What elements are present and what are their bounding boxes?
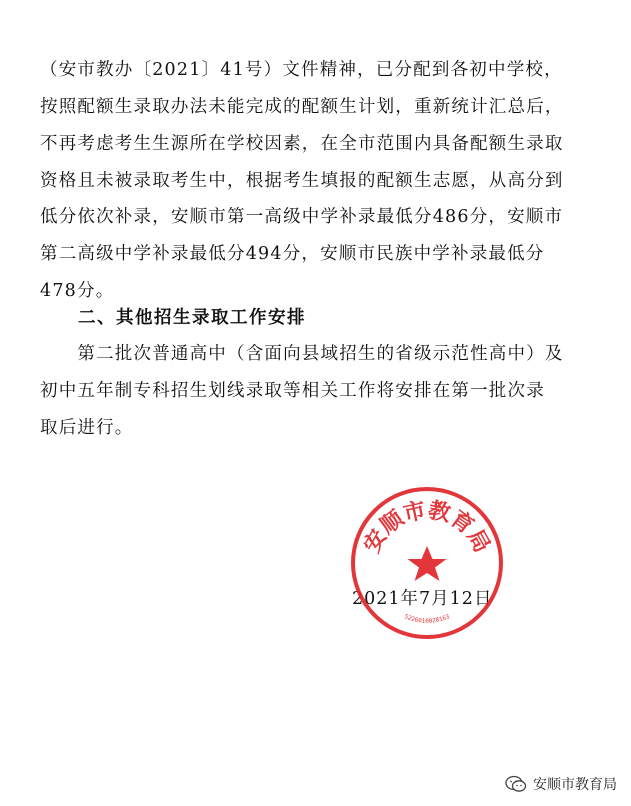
seal-code-arc: 5226010028163: [403, 613, 451, 625]
body-line-1: （安市教办〔2021〕41号）文件精神，已分配到各初中学校，: [40, 60, 563, 80]
watermark-label: 安顺市教育局: [533, 777, 617, 793]
wechat-watermark: [505, 774, 617, 794]
wechat-icon: [505, 775, 527, 793]
body-line-2: 按照配额生录取办法未能完成的配额生计划，重新统计汇总后，: [40, 97, 564, 117]
seal-title-arc: 安顺市教育局: [359, 498, 495, 558]
body-line-3: 不再考虑考生生源所在学校因素，在全市范围内具备配额生录取: [40, 134, 564, 154]
section-line-2: 初中五年制专科招生划线录取等相关工作将安排在第一批次录: [40, 381, 545, 401]
seal-star-icon: [408, 546, 447, 581]
section-heading: 二、其他招生录取工作安排: [78, 308, 306, 328]
document-date: 2021年7月12日: [352, 589, 493, 609]
section-line-3: 取后进行。: [40, 418, 134, 438]
body-line-6: 第二高级中学补录最低分494分，安顺市民族中学补录最低分: [40, 244, 545, 264]
official-seal: [348, 484, 506, 642]
section-line-1: 第二批次普通高中（含面向县域招生的省级示范性高中）及: [40, 344, 564, 364]
body-line-5: 低分依次补录，安顺市第一高级中学补录最低分486分，安顺市: [40, 207, 564, 227]
body-line-7: 478分。: [40, 281, 115, 301]
body-line-4: 资格且未被录取考生中，根据考生填报的配额生志愿，从高分到: [40, 171, 564, 191]
